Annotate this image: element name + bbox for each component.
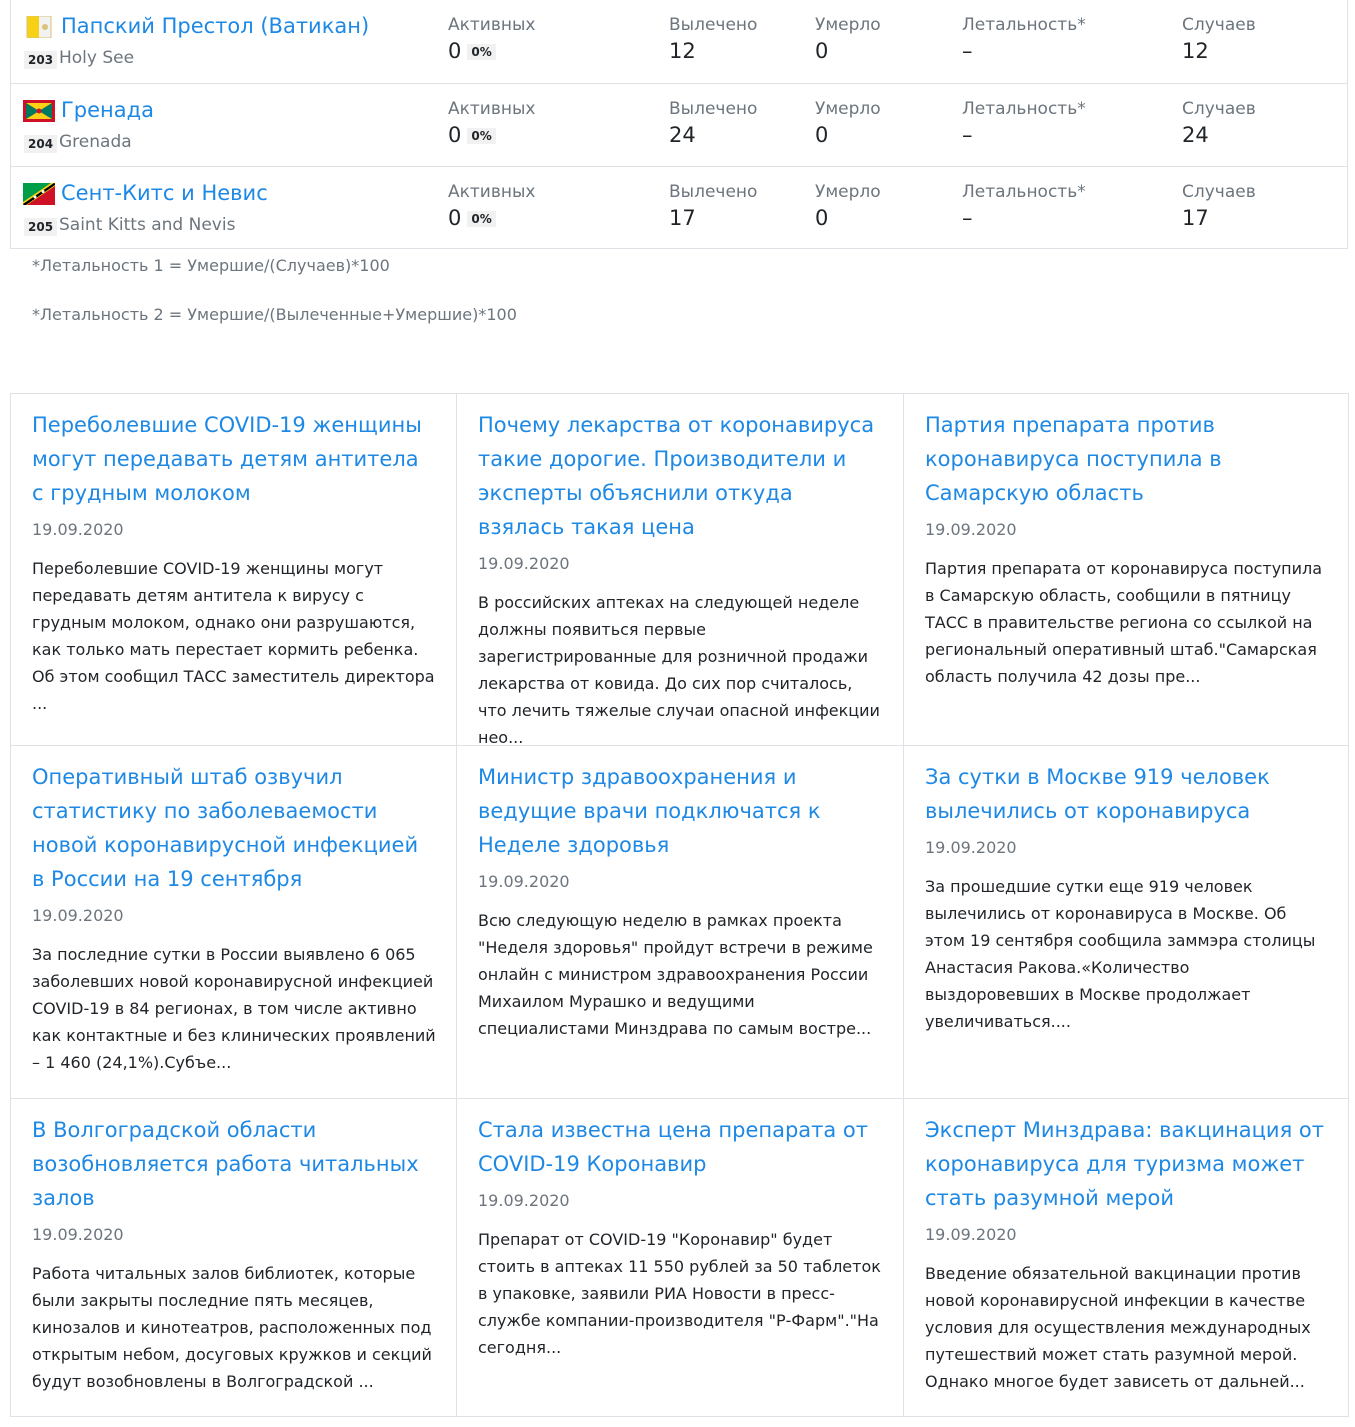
country-link[interactable]: Гренада	[61, 98, 155, 122]
news-grid	[10, 393, 1349, 1417]
lethality-column	[962, 98, 1086, 150]
lethality-note-2: *Летальность 2 = Умершие/(Вылеченные+Умершие)*100	[32, 305, 517, 324]
news-date: 19.09.2020	[925, 1225, 1017, 1244]
active-value: 0	[448, 123, 462, 147]
news-card	[904, 1099, 1349, 1417]
deaths-value: 0	[815, 123, 829, 147]
country-stats-table	[10, 0, 1348, 249]
news-title-link[interactable]: Переболевшие COVID-19 женщины могут передавать детям антитела с грудным молоком	[32, 413, 422, 505]
news-date: 19.09.2020	[32, 906, 124, 925]
recovered-value: 17	[669, 206, 696, 230]
cases-value: 12	[1182, 39, 1209, 63]
lethality-value: –	[962, 39, 973, 63]
lethality-column	[962, 14, 1086, 66]
cases-label: Случаев	[1182, 99, 1256, 119]
country-row	[11, 166, 1347, 249]
news-date: 19.09.2020	[32, 1225, 124, 1244]
news-title-link[interactable]: Министр здравоохранения и ведущие врачи подключатся к Неделе здоровья	[478, 765, 821, 857]
active-percent-badge: 0%	[467, 211, 495, 227]
news-title-link[interactable]: Почему лекарства от коронавируса такие дорогие. Производители и эксперты объяснили откуда взялась такая цена	[478, 413, 875, 539]
grenada-flag-icon	[23, 100, 55, 122]
news-card	[457, 394, 904, 746]
deaths-value: 0	[815, 206, 829, 230]
active-value: 0	[448, 206, 462, 230]
active-percent-badge: 0%	[467, 44, 495, 60]
recovered-label: Вылечено	[669, 182, 758, 202]
deaths-value: 0	[815, 39, 829, 63]
saint-kitts-flag-icon	[23, 183, 55, 205]
deaths-column	[815, 98, 881, 150]
cases-column	[1182, 181, 1256, 233]
lethality-note-1: *Летальность 1 = Умершие/(Случаев)*100	[32, 256, 390, 275]
active-label: Активных	[448, 15, 536, 35]
recovered-value: 12	[669, 39, 696, 63]
country-english-name: Grenada	[59, 132, 132, 152]
deaths-column	[815, 181, 881, 233]
recovered-column	[669, 98, 757, 150]
vatican-flag-icon	[23, 16, 55, 38]
news-title-link[interactable]: Партия препарата против коронавируса поступила в Самарскую область	[925, 413, 1222, 505]
active-column	[448, 14, 535, 67]
news-excerpt: Переболевшие COVID-19 женщины могут передавать детям антитела к вирусу с грудным молоком, однако они разрушаются, как только мать перестает кормить ребенка. Об этом сообщил ТАСС заместитель директора ...	[32, 559, 435, 713]
cases-value: 17	[1182, 206, 1209, 230]
deaths-label: Умерло	[815, 182, 881, 202]
news-date: 19.09.2020	[925, 838, 1017, 857]
lethality-label: Летальность*	[962, 99, 1086, 119]
news-card	[11, 746, 457, 1099]
country-link[interactable]: Сент-Китс и Невис	[61, 181, 268, 205]
news-title-link[interactable]: Оперативный штаб озвучил статистику по заболеваемости новой коронавирусной инфекцией в России на 19 сентября	[32, 765, 419, 891]
news-excerpt: Введение обязательной вакцинации против новой коронавирусной инфекции в качестве условия для осуществления международных путешествий может стать разумной мерой. Однако многое будет зависеть от дальней...	[925, 1264, 1311, 1391]
cases-label: Случаев	[1182, 15, 1256, 35]
recovered-value: 24	[669, 123, 696, 147]
news-date: 19.09.2020	[32, 520, 124, 539]
news-title-link[interactable]: В Волгоградской области возобновляется работа читальных залов	[32, 1118, 419, 1210]
news-excerpt: Партия препарата от коронавируса поступила в Самарскую область, сообщили в пятницу ТАСС в правительстве региона со ссылкой на региональный оперативный штаб."Самарская область получила 42 дозы пре...	[925, 559, 1323, 686]
recovered-label: Вылечено	[669, 99, 758, 119]
active-label: Активных	[448, 182, 536, 202]
news-excerpt: За прошедшие сутки еще 919 человек вылечились от коронавируса в Москве. Об этом 19 сентября сообщила заммэра столицы Анастасия Ракова.«Количество выздоровевших в Москве продолжает увеличиваться....	[925, 877, 1316, 1031]
rank-badge: 205	[24, 218, 57, 236]
deaths-column	[815, 14, 881, 66]
cases-value: 24	[1182, 123, 1209, 147]
news-card	[11, 394, 457, 746]
country-row	[11, 83, 1347, 166]
cases-column	[1182, 14, 1256, 66]
recovered-column	[669, 181, 757, 233]
active-column	[448, 98, 535, 151]
active-column	[448, 181, 535, 234]
recovered-label: Вылечено	[669, 15, 758, 35]
lethality-label: Летальность*	[962, 182, 1086, 202]
country-row	[11, 0, 1347, 83]
lethality-value: –	[962, 123, 973, 147]
country-english-name: Saint Kitts and Nevis	[59, 215, 236, 235]
active-label: Активных	[448, 99, 536, 119]
news-card	[457, 1099, 904, 1417]
rank-badge: 204	[24, 135, 57, 153]
news-excerpt: Всю следующую неделю в рамках проекта "Неделя здоровья" пройдут встречи в режиме онлайн с министром здравоохранения России Михаилом Мурашко и ведущими специалистами Минздрава по самым востре...	[478, 911, 873, 1038]
news-title-link[interactable]: Стала известна цена препарата от COVID-19 Коронавир	[478, 1118, 869, 1176]
news-date: 19.09.2020	[925, 520, 1017, 539]
news-excerpt: Работа читальных залов библиотек, которые были закрыты последние пять месяцев, кинозалов и кинотеатров, расположенных под открытым небом, досуговых кружков и секций будут возобновлены в Волгоградской ...	[32, 1264, 432, 1391]
news-date: 19.09.2020	[478, 554, 570, 573]
country-link[interactable]: Папский Престол (Ватикан)	[61, 14, 370, 38]
recovered-column	[669, 14, 757, 66]
news-excerpt: За последние сутки в России выявлено 6 065 заболевших новой коронавирусной инфекцией COVID-19 в 84 регионах, в том числе активно как контактные и без клинических проявлений – 1 460 (24,1%).Субъе...	[32, 945, 436, 1072]
active-value: 0	[448, 39, 462, 63]
news-card	[904, 394, 1349, 746]
news-title-link[interactable]: За сутки в Москве 919 человек вылечились от коронавируса	[925, 765, 1270, 823]
active-percent-badge: 0%	[467, 128, 495, 144]
news-date: 19.09.2020	[478, 1191, 570, 1210]
lethality-value: –	[962, 206, 973, 230]
lethality-label: Летальность*	[962, 15, 1086, 35]
news-title-link[interactable]: Эксперт Минздрава: вакцинация от коронавируса для туризма может стать разумной мерой	[925, 1118, 1324, 1210]
deaths-label: Умерло	[815, 15, 881, 35]
cases-column	[1182, 98, 1256, 150]
news-excerpt: Препарат от COVID-19 "Коронавир" будет стоить в аптеках 11 550 рублей за 50 таблеток в упаковке, заявили РИА Новости в пресс-службе компании-производителя "Р-Фарм"."На сегодня...	[478, 1230, 881, 1357]
country-english-name: Holy See	[59, 48, 135, 68]
lethality-column	[962, 181, 1086, 233]
rank-badge: 203	[24, 51, 57, 69]
news-card	[904, 746, 1349, 1099]
cases-label: Случаев	[1182, 182, 1256, 202]
news-card	[457, 746, 904, 1099]
deaths-label: Умерло	[815, 99, 881, 119]
news-card	[11, 1099, 457, 1417]
news-excerpt: В российских аптеках на следующей неделе должны появиться первые зарегистрированные для розничной продажи лекарства от ковида. До сих пор считалось, что лечить тяжелые случаи опасной инфекции нео...	[478, 593, 880, 746]
news-date: 19.09.2020	[478, 872, 570, 891]
